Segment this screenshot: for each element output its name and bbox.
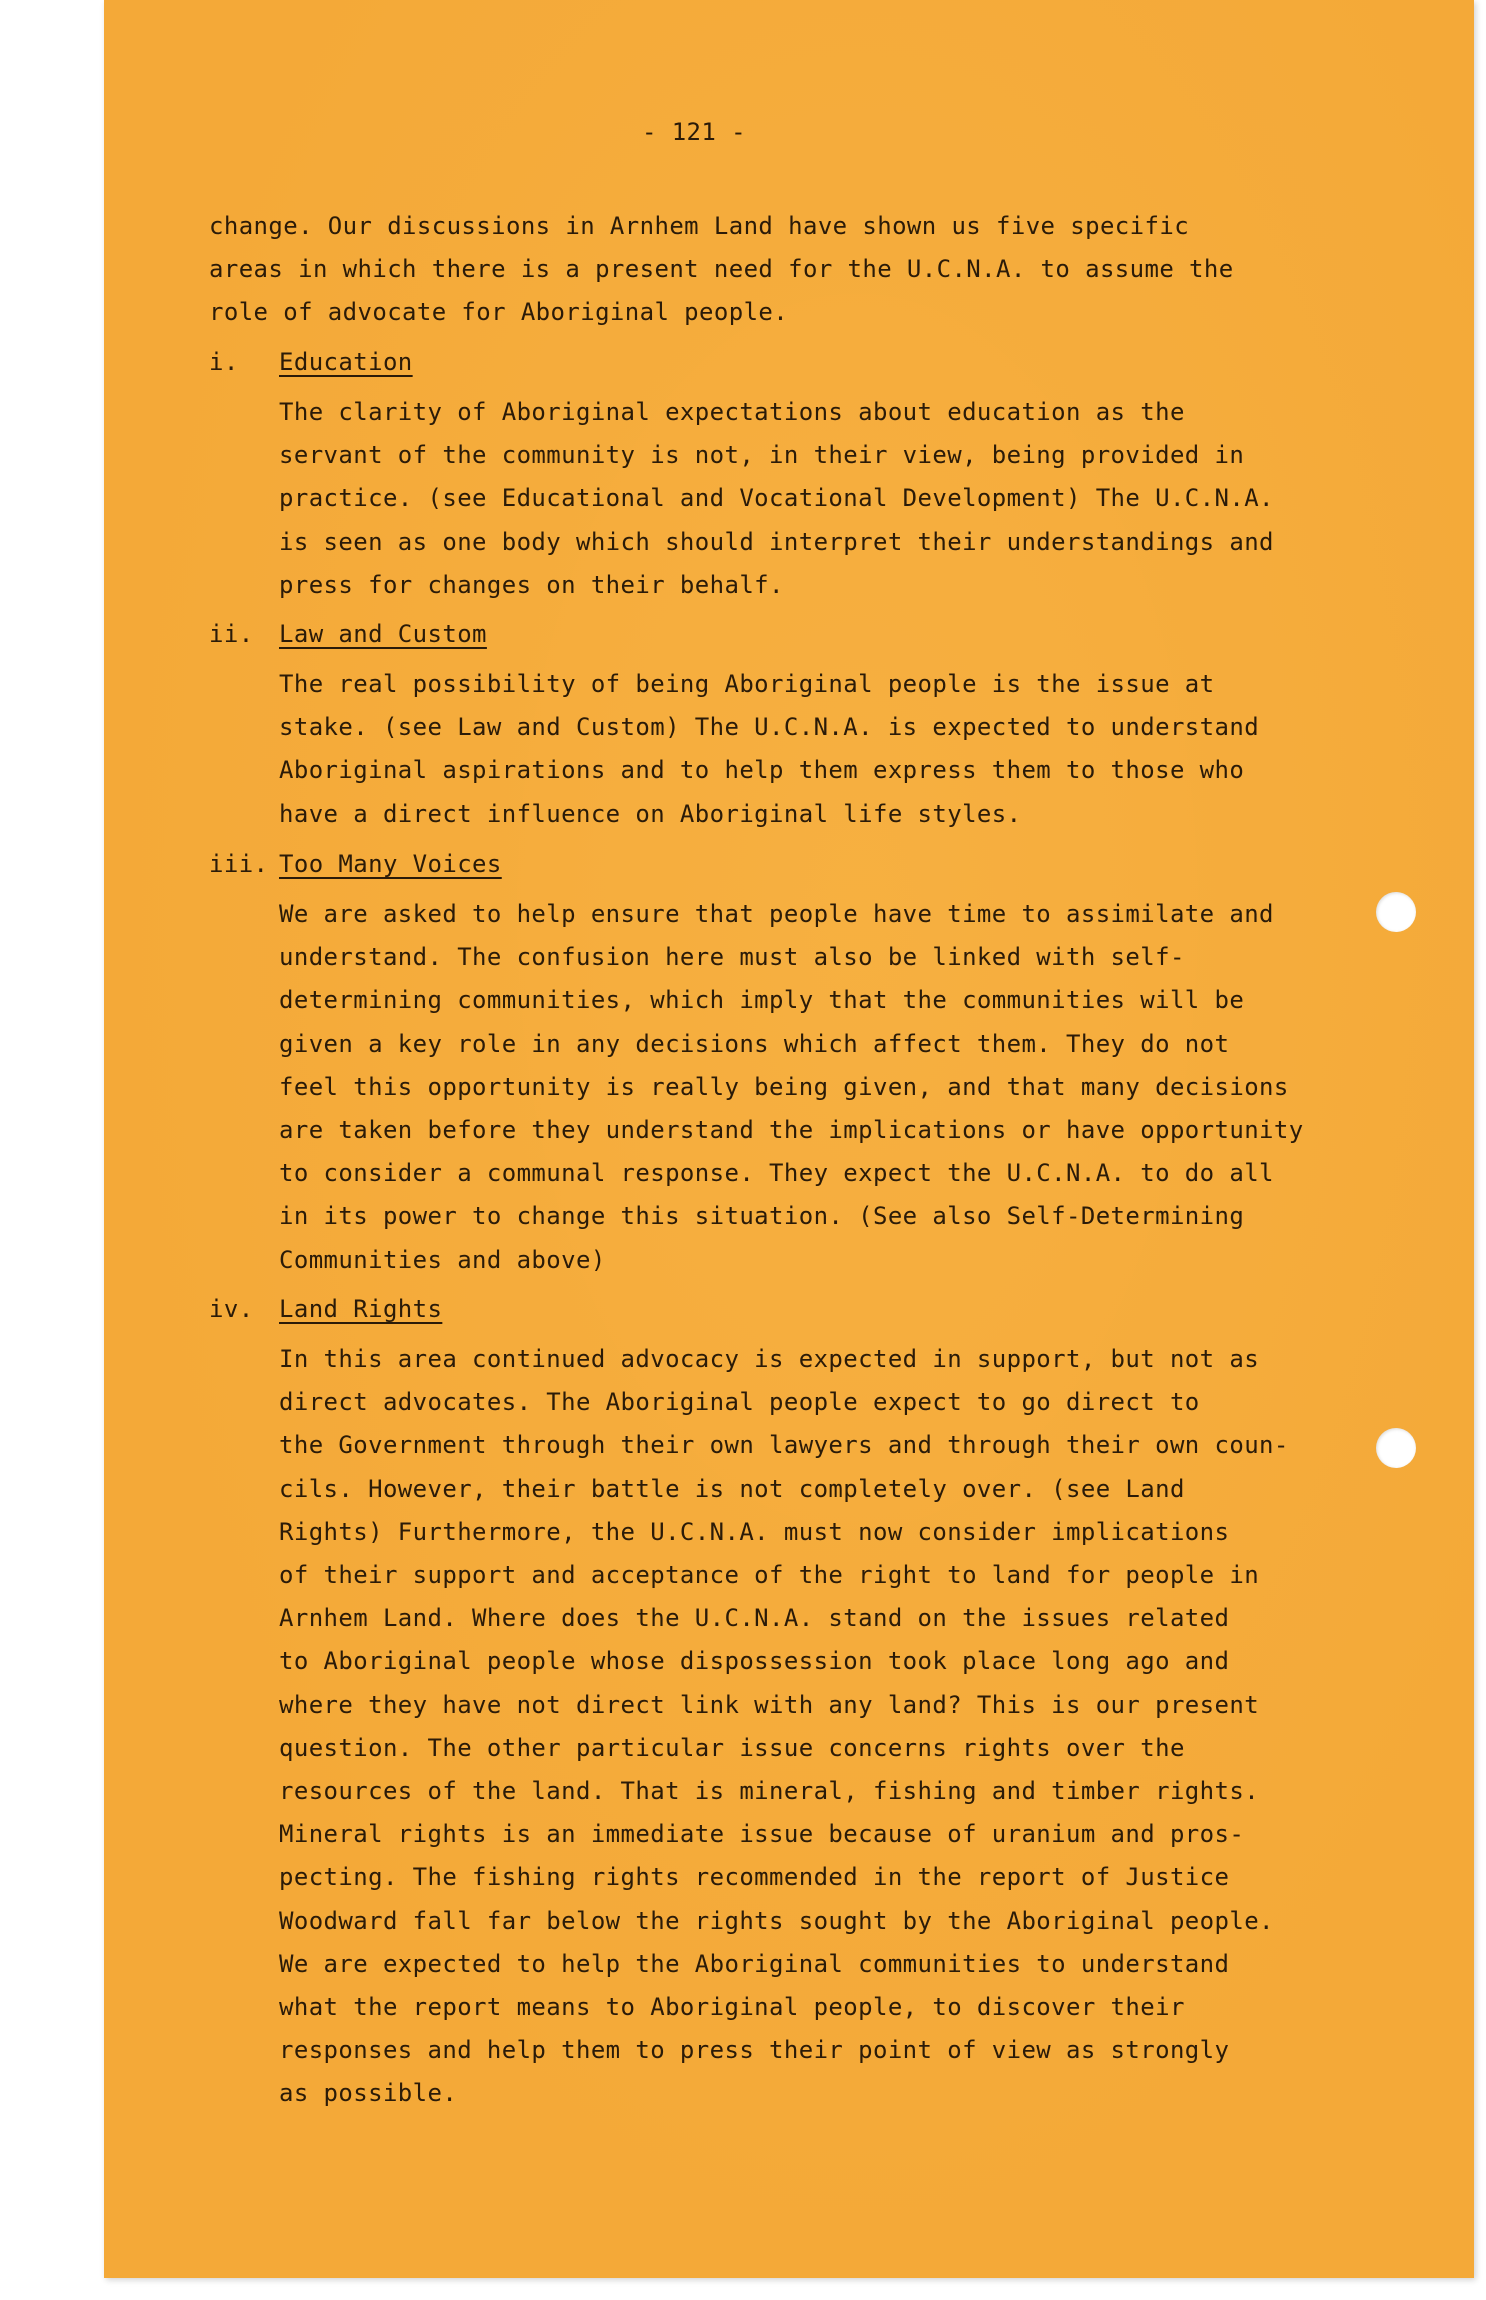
text-line: question. The other particular issue concerns rights over the <box>279 1733 1185 1762</box>
section-body-law-and-custom <box>279 663 1259 836</box>
text-line: resources of the land. That is mineral, fishing and timber rights. <box>279 1777 1260 1806</box>
text-line: We are asked to help ensure that people have time to assimilate and <box>279 900 1274 928</box>
intro-line: change. Our discussions in Arnhem Land have shown us five specific <box>209 212 1190 240</box>
text-line: are taken before they understand the implications or have opportunity <box>279 1116 1304 1145</box>
section-body-land-rights <box>279 1338 1289 2116</box>
section-number: i. <box>209 348 239 376</box>
text-line: the Government through their own lawyers and through their own coun- <box>279 1431 1289 1460</box>
text-line: direct advocates. The Aboriginal people expect to go direct to <box>279 1388 1200 1417</box>
text-line: stake. (see Law and Custom) The U.C.N.A. is expected to understand <box>279 713 1260 742</box>
punch-hole-upper <box>1376 892 1416 932</box>
text-line: press for changes on their behalf. <box>279 570 784 599</box>
section-number: iii. <box>209 850 269 878</box>
section-number: ii. <box>209 620 254 648</box>
section-number: iv. <box>209 1295 254 1323</box>
text-line: The clarity of Aboriginal expectations about education as the <box>279 398 1185 426</box>
intro-line: areas in which there is a present need for the U.C.N.A. to assume the <box>209 255 1234 284</box>
intro-paragraph <box>209 205 1234 335</box>
text-line: Mineral rights is an immediate issue because of uranium and pros- <box>279 1820 1245 1849</box>
text-line: Communities and above) <box>279 1245 606 1274</box>
text-line: The real possibility of being Aboriginal people is the issue at <box>279 670 1215 698</box>
text-line: to consider a communal response. They expect the U.C.N.A. to do all <box>279 1159 1274 1188</box>
section-heading-education: Education <box>279 348 413 376</box>
text-line: We are expected to help the Aboriginal communities to understand <box>279 1949 1230 1978</box>
text-line: Aboriginal aspirations and to help them express them to those who <box>279 756 1245 785</box>
section-body-education <box>279 391 1274 607</box>
text-line: where they have not direct link with any land? This is our present <box>279 1690 1260 1719</box>
section-heading-too-many-voices: Too Many Voices <box>279 850 502 878</box>
text-line: is seen as one body which should interpret their understandings and <box>279 527 1274 556</box>
section-heading-law-and-custom: Law and Custom <box>279 620 487 648</box>
text-line: to Aboriginal people whose dispossession took place long ago and <box>279 1647 1230 1676</box>
text-line: feel this opportunity is really being given, and that many decisions <box>279 1072 1289 1101</box>
text-line: Arnhem Land. Where does the U.C.N.A. stand on the issues related <box>279 1604 1230 1633</box>
text-line: Rights) Furthermore, the U.C.N.A. must now consider implications <box>279 1517 1230 1546</box>
text-line: of their support and acceptance of the right to land for people in <box>279 1561 1260 1590</box>
text-line: have a direct influence on Aboriginal life styles. <box>279 799 1022 828</box>
text-line: what the report means to Aboriginal people, to discover their <box>279 1993 1185 2022</box>
page-number: - 121 - <box>642 118 746 146</box>
text-line: in its power to change this situation. (See also Self-Determining <box>279 1202 1245 1231</box>
text-line: practice. (see Educational and Vocational Development) The U.C.N.A. <box>279 484 1274 513</box>
section-body-too-many-voices <box>279 893 1304 1282</box>
text-line: determining communities, which imply that the communities will be <box>279 986 1245 1015</box>
text-line: In this area continued advocacy is expected in support, but not as <box>279 1345 1260 1373</box>
text-line: Woodward fall far below the rights sought by the Aboriginal people. <box>279 1906 1274 1935</box>
text-line: servant of the community is not, in their view, being provided in <box>279 441 1245 470</box>
section-heading-land-rights: Land Rights <box>279 1295 443 1323</box>
intro-line: role of advocate for Aboriginal people. <box>209 298 789 327</box>
text-line: understand. The confusion here must also be linked with self- <box>279 943 1185 972</box>
text-line: given a key role in any decisions which affect them. They do not <box>279 1029 1230 1058</box>
text-line: as possible. <box>279 2079 458 2108</box>
text-line: cils. However, their battle is not completely over. (see Land <box>279 1474 1185 1503</box>
text-line: responses and help them to press their point of view as strongly <box>279 2036 1230 2065</box>
text-line: pecting. The fishing rights recommended in the report of Justice <box>279 1863 1230 1892</box>
punch-hole-lower <box>1376 1428 1416 1468</box>
